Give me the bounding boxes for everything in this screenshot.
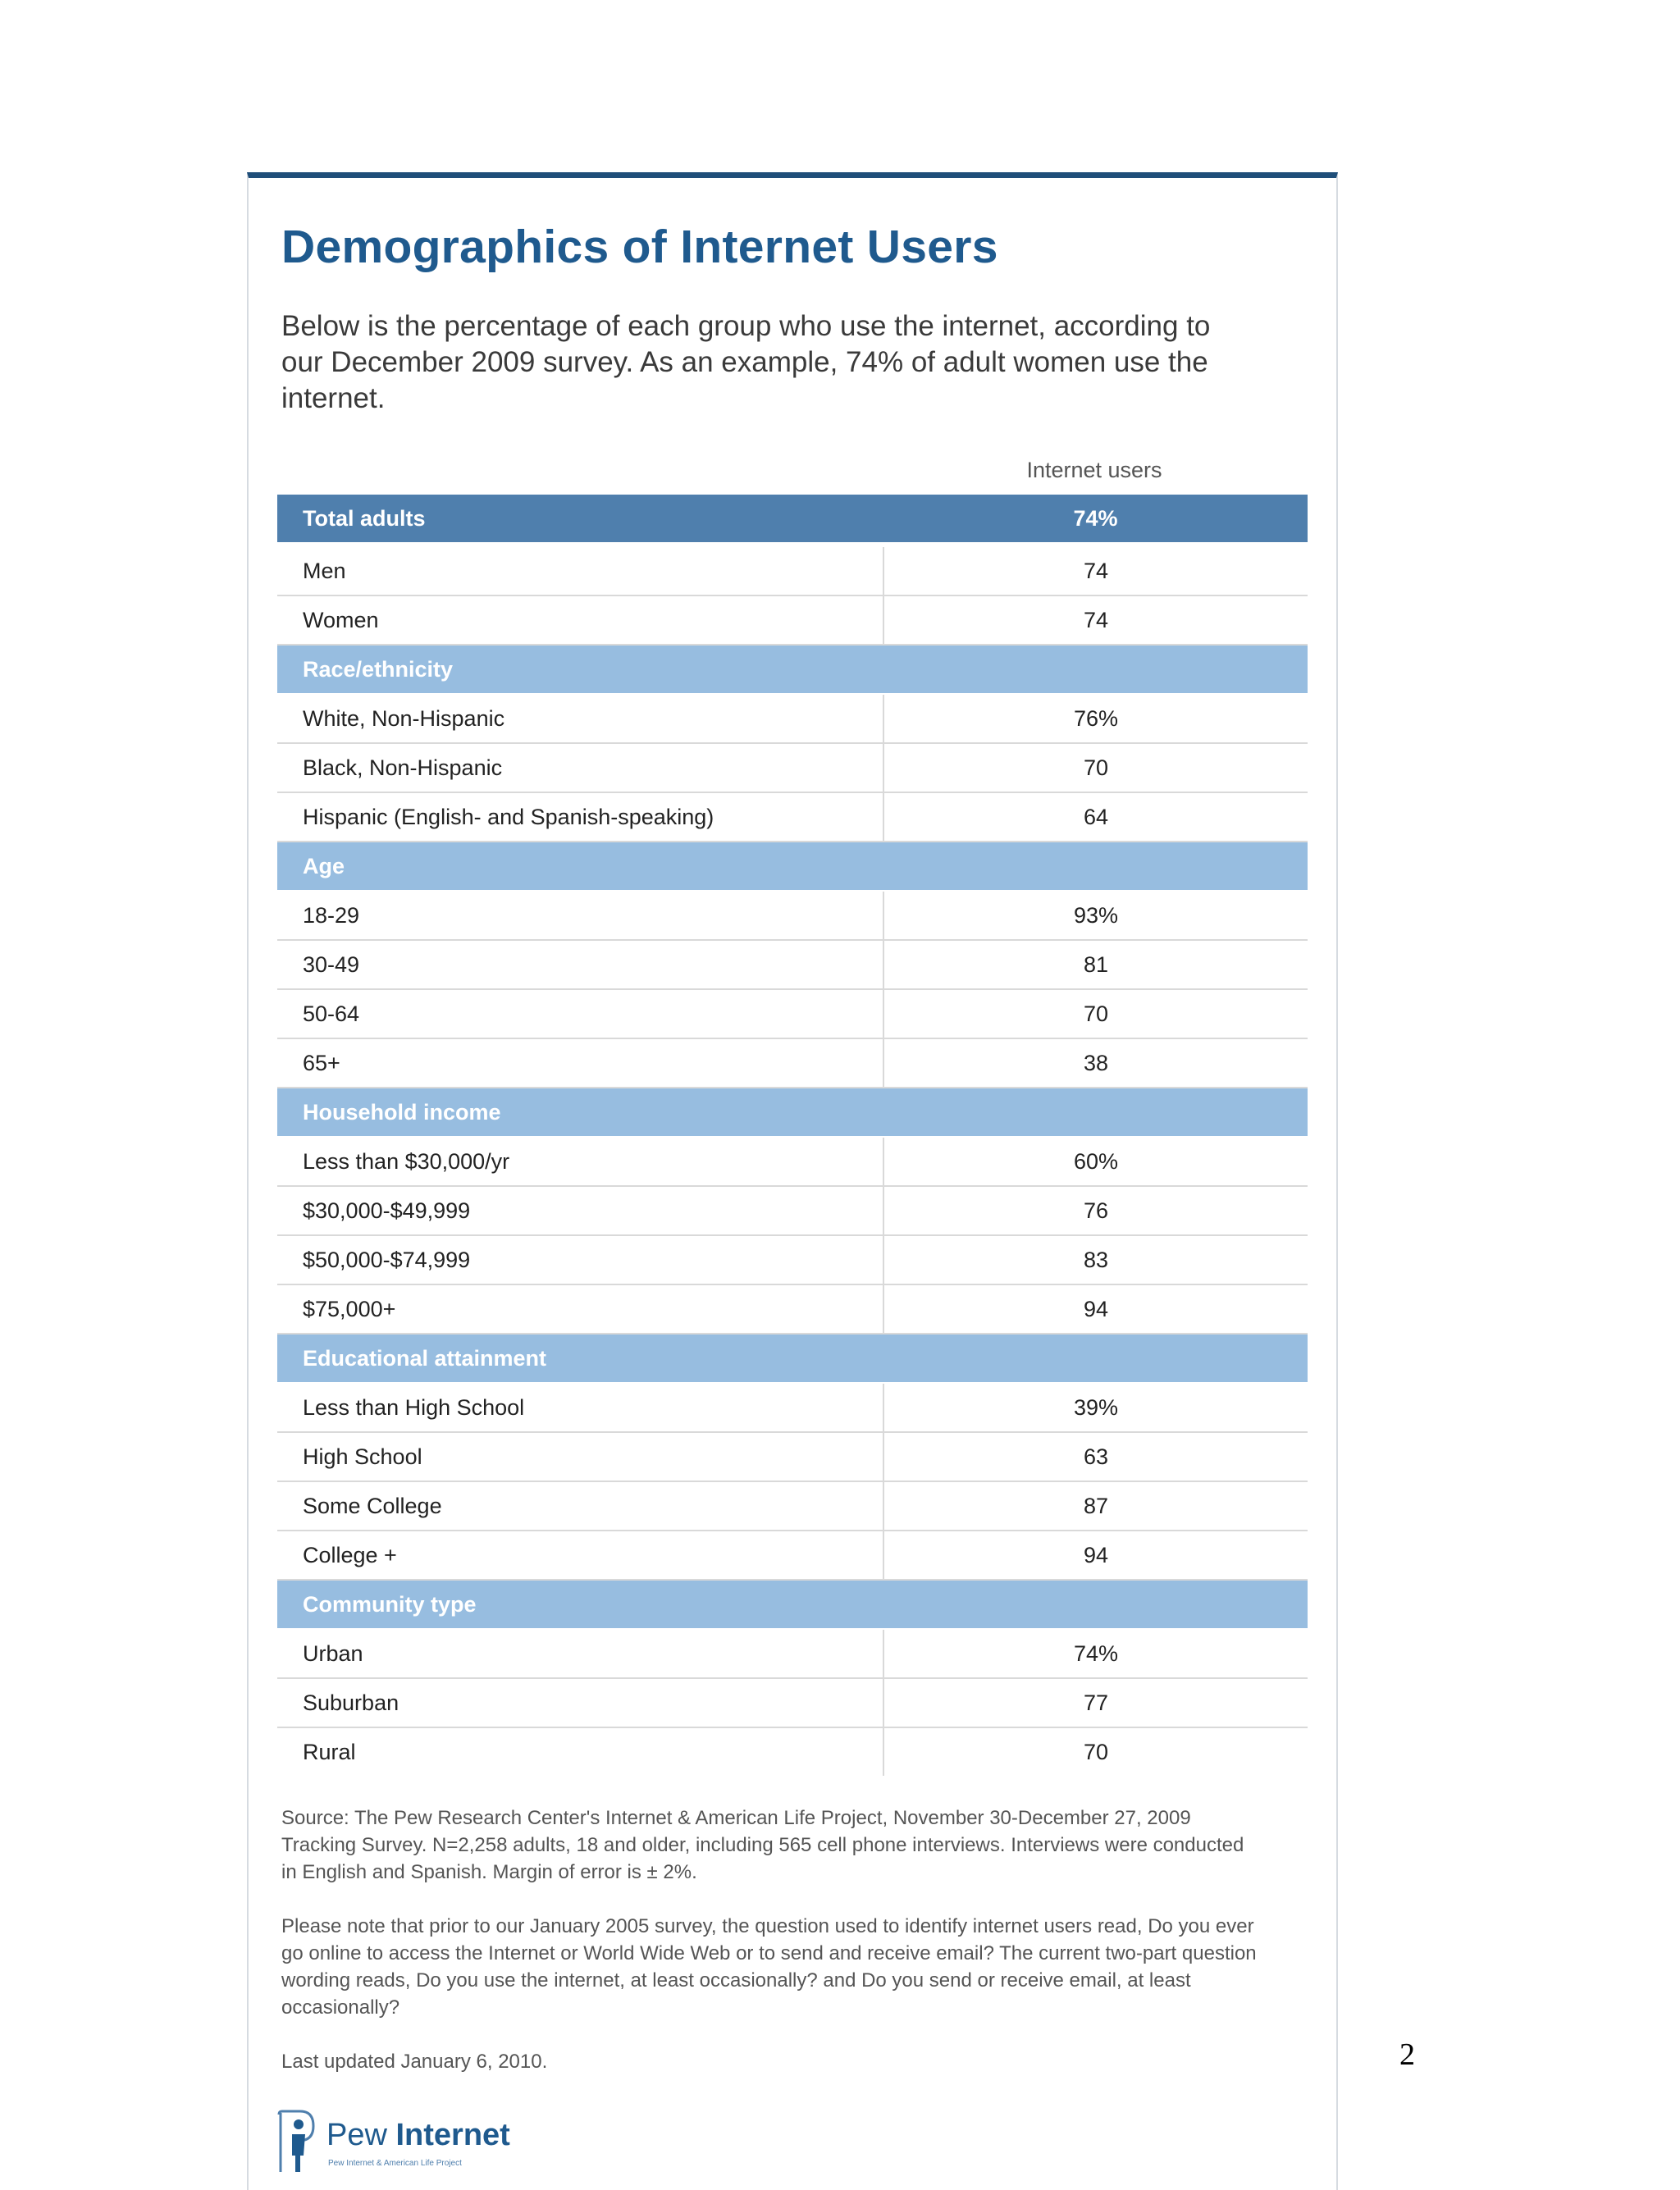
row-label: Suburban (277, 1678, 883, 1727)
row-label: $75,000+ (277, 1284, 883, 1334)
table-row (277, 1531, 1308, 1580)
table-row (277, 545, 1308, 595)
row-label: Less than $30,000/yr (277, 1137, 883, 1186)
table-row (277, 940, 1308, 989)
table-row (277, 1383, 1308, 1432)
row-label: Rural (303, 1739, 356, 1764)
last-updated: Last updated January 6, 2010. (281, 2051, 548, 2073)
section-heading: Age (277, 842, 1308, 891)
row-label: Total adults (277, 495, 883, 545)
footnotes (281, 1804, 1258, 2102)
row-label: Black, Non-Hispanic (277, 743, 883, 792)
table-row (277, 743, 1308, 792)
column-header-internet-users: Internet users (1026, 458, 1162, 482)
table-row (277, 1235, 1308, 1284)
row-value: 94 (883, 1284, 1308, 1334)
section-heading: Educational attainment (277, 1334, 1308, 1383)
table-row (277, 1137, 1308, 1186)
row-label: 65+ (277, 1038, 883, 1088)
section-header-age (277, 842, 1308, 891)
row-label: Less than High School (277, 1383, 883, 1432)
row-value: 70 (883, 1727, 1308, 1776)
row-value: 94 (883, 1531, 1308, 1580)
row-label: 18-29 (277, 891, 883, 940)
row-value: 38 (883, 1038, 1308, 1088)
row-label: Urban (277, 1629, 883, 1678)
pew-logo-icon (276, 2110, 322, 2174)
table-row (277, 1038, 1308, 1088)
source-note: Source: The Pew Research Center's Internet & American Life Project, November 30-December 27, 2009 Tracking Survey. N=2,258 adults, 18 and older, including 565 cell phone interviews. Interviews were conducted in English and Spanish. Margin of error is ± 2%. (281, 1807, 1244, 1883)
section-header-race (277, 645, 1308, 694)
table-row (277, 1284, 1308, 1334)
row-value: 63 (883, 1432, 1308, 1481)
row-value: 74 (883, 545, 1308, 595)
section-header-community (277, 1580, 1308, 1629)
row-value: 70 (883, 989, 1308, 1038)
demographics-table (277, 495, 1308, 1776)
row-value: 74% (883, 1629, 1308, 1678)
row-label: 30-49 (277, 940, 883, 989)
row-label: College + (277, 1531, 883, 1580)
table-row (277, 1481, 1308, 1531)
row-value: 39% (883, 1383, 1308, 1432)
row-value: 76% (883, 694, 1308, 743)
row-label: 50-64 (277, 989, 883, 1038)
row-label: Women (277, 595, 883, 645)
table-row (277, 989, 1308, 1038)
row-label: Hispanic (English- and Spanish-speaking) (277, 792, 883, 842)
table-row (277, 1432, 1308, 1481)
row-label: High School (277, 1432, 883, 1481)
table-row (277, 1629, 1308, 1678)
logo-word-internet: Internet (395, 2118, 510, 2152)
table-row (277, 1186, 1308, 1235)
row-label: $50,000-$74,999 (277, 1235, 883, 1284)
table-row-total (277, 495, 1308, 545)
row-value: 93% (883, 891, 1308, 940)
page-title: Demographics of Internet Users (281, 221, 998, 273)
row-label: Men (277, 545, 883, 595)
row-value: 74% (883, 495, 1308, 545)
row-value: 83 (883, 1235, 1308, 1284)
table-row (277, 1678, 1308, 1727)
row-value: 81 (883, 940, 1308, 989)
row-value: 70 (883, 743, 1308, 792)
row-value: 64 (883, 792, 1308, 842)
row-label: White, Non-Hispanic (277, 694, 883, 743)
row-value: 60% (883, 1137, 1308, 1186)
table-row (277, 595, 1308, 645)
row-label: $30,000-$49,999 (277, 1186, 883, 1235)
table-row (277, 694, 1308, 743)
logo-word-pew: Pew (326, 2118, 387, 2152)
row-value: 74 (883, 595, 1308, 645)
row-value: 76 (883, 1186, 1308, 1235)
table-row (277, 792, 1308, 842)
section-heading: Community type (277, 1580, 1308, 1629)
table-row (277, 891, 1308, 940)
row-value: 87 (883, 1481, 1308, 1531)
question-wording-note: Please note that prior to our January 2005 survey, the question used to identify internet users read, Do you ever go online to access the Internet or World Wide Web or to send and receive email? The current two-part question wording reads, Do you use the internet, at least occasionally? and Do you send or receive email, at least occasionally? (281, 1915, 1257, 2019)
section-heading: Race/ethnicity (277, 645, 1308, 694)
page-number: 2 (1399, 2037, 1415, 2072)
intro-paragraph: Below is the percentage of each group who use the internet, according to our December 2009 survey. As an example, 74% of adult women use the internet. (281, 310, 1211, 414)
row-value: 77 (883, 1678, 1308, 1727)
table-row (277, 1727, 1308, 1776)
logo-tagline: Pew Internet & American Life Project (328, 2159, 462, 2168)
section-header-income (277, 1088, 1308, 1137)
section-header-education (277, 1334, 1308, 1383)
row-label: Some College (277, 1481, 883, 1531)
section-heading: Household income (277, 1088, 1308, 1137)
pew-internet-logo (276, 2110, 555, 2174)
